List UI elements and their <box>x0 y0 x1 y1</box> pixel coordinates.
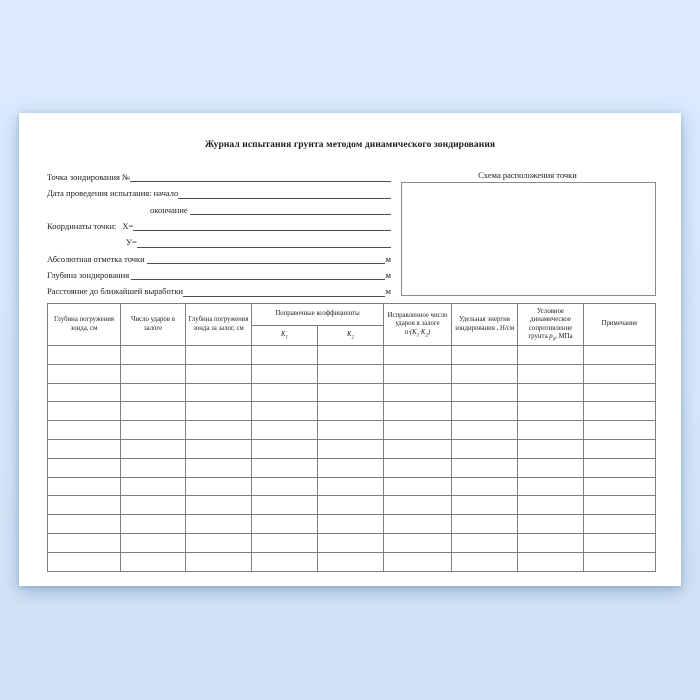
table-cell <box>584 364 656 383</box>
dynamic-resistance-symbol: $p_д$ <box>549 332 556 342</box>
table-row <box>48 364 656 383</box>
col-header-note: Примечание <box>584 304 656 346</box>
table-row <box>48 439 656 458</box>
table-cell <box>518 552 584 571</box>
table-cell <box>48 364 121 383</box>
table-cell <box>121 421 186 440</box>
table-cell <box>252 496 318 515</box>
table-row <box>48 496 656 515</box>
table-cell <box>452 515 518 534</box>
table-cell <box>384 477 452 496</box>
field-label: У= <box>126 237 137 248</box>
table-cell <box>186 346 252 365</box>
table-cell <box>452 364 518 383</box>
table-cell <box>121 364 186 383</box>
table-cell <box>384 439 452 458</box>
col-header-correction-group: Поправочные коэффициенты <box>252 304 384 326</box>
fill-in-line <box>130 181 391 182</box>
table-cell <box>186 533 252 552</box>
table-cell <box>452 383 518 402</box>
col-header-k2: $K_2$ <box>318 326 384 346</box>
form-fields <box>47 169 391 300</box>
table-cell <box>318 364 384 383</box>
table-cell <box>384 552 452 571</box>
table-cell <box>518 383 584 402</box>
field-label: Координаты точки: <box>47 221 117 232</box>
col-header-specific-energy: Удельная энергия зондирования , Н/см <box>452 304 518 346</box>
table-cell <box>252 364 318 383</box>
dynamic-resistance-unit: , МПа <box>555 332 573 340</box>
table-row <box>48 383 656 402</box>
table-cell <box>186 552 252 571</box>
table-cell <box>48 552 121 571</box>
table-cell <box>452 533 518 552</box>
table-cell <box>584 402 656 421</box>
table-cell <box>318 458 384 477</box>
table-cell <box>518 364 584 383</box>
table-cell <box>252 477 318 496</box>
dynamic-resistance-text: Условное динамическое сопротивление грунта <box>528 308 573 340</box>
table-cell <box>121 552 186 571</box>
table-cell <box>48 439 121 458</box>
table-cell <box>584 439 656 458</box>
table-cell <box>584 383 656 402</box>
table-row <box>48 533 656 552</box>
fill-in-line <box>147 263 385 264</box>
unit-label: м <box>385 286 391 297</box>
table-cell <box>121 533 186 552</box>
fill-in-line <box>190 214 391 215</box>
table-cell <box>121 515 186 534</box>
table-cell <box>48 496 121 515</box>
table-row <box>48 515 656 534</box>
table-row <box>48 552 656 571</box>
table-cell <box>252 515 318 534</box>
table-cell <box>518 533 584 552</box>
table-cell <box>252 458 318 477</box>
table-cell <box>186 402 252 421</box>
document-title: Журнал испытания грунта методом динамического зондирования <box>204 140 496 150</box>
table-cell <box>252 533 318 552</box>
table-cell <box>252 346 318 365</box>
table-cell <box>186 383 252 402</box>
table-cell <box>384 402 452 421</box>
col-header-blows-count: Число ударов в залоге <box>121 304 186 346</box>
table-cell <box>452 421 518 440</box>
table-cell <box>452 402 518 421</box>
corrected-blows-formula: $n\cdot(K_1\cdot K_2)$ <box>404 329 431 339</box>
field-label: Глубина зондирования <box>47 270 132 281</box>
col-header-corrected-blows <box>384 304 452 346</box>
table-cell <box>318 383 384 402</box>
table-row <box>48 421 656 440</box>
table-cell <box>452 346 518 365</box>
table-cell <box>518 439 584 458</box>
table-cell <box>318 346 384 365</box>
table-cell <box>584 515 656 534</box>
table-cell <box>584 496 656 515</box>
table-cell <box>384 515 452 534</box>
table-cell <box>584 477 656 496</box>
table-cell <box>384 421 452 440</box>
table-cell <box>584 458 656 477</box>
table-cell <box>518 515 584 534</box>
table-cell <box>186 421 252 440</box>
table-cell <box>318 477 384 496</box>
table-cell <box>452 496 518 515</box>
scheme-box <box>401 182 656 296</box>
fill-in-line <box>183 296 385 297</box>
table-cell <box>48 533 121 552</box>
table-cell <box>518 402 584 421</box>
table-cell <box>252 439 318 458</box>
document-sheet <box>19 113 681 586</box>
table-cell <box>48 421 121 440</box>
table-cell <box>452 439 518 458</box>
fill-in-line <box>133 230 391 231</box>
table-cell <box>186 439 252 458</box>
table-cell <box>384 383 452 402</box>
table-cell <box>518 496 584 515</box>
field-label: окончание <box>150 204 190 215</box>
table-cell <box>384 533 452 552</box>
table-cell <box>48 458 121 477</box>
field-point-number <box>47 169 391 185</box>
table-cell <box>518 477 584 496</box>
field-distance-to-working <box>47 283 391 299</box>
table-cell <box>318 515 384 534</box>
col-header-dynamic-resistance <box>518 304 584 346</box>
table-cell <box>518 421 584 440</box>
table-cell <box>318 439 384 458</box>
table-cell <box>252 383 318 402</box>
table-row <box>48 346 656 365</box>
fill-in-line <box>137 247 391 248</box>
corrected-blows-text: Исправленное число ударов в залоге <box>387 311 448 327</box>
table-cell <box>518 346 584 365</box>
table-row <box>48 477 656 496</box>
field-coordinate-y <box>47 234 391 250</box>
col-header-depth-per-set: Глубина погружения зонда за залог, см <box>186 304 252 346</box>
table-row <box>48 402 656 421</box>
field-label: Расстояние до ближайшей выработки <box>47 286 184 297</box>
table-cell <box>186 364 252 383</box>
table-cell <box>121 402 186 421</box>
table-cell <box>186 458 252 477</box>
table-cell <box>584 533 656 552</box>
table-cell <box>48 383 121 402</box>
unit-label: м <box>385 253 391 264</box>
table-cell <box>186 477 252 496</box>
table-cell <box>518 458 584 477</box>
field-label: Х= <box>122 221 134 232</box>
table-cell <box>452 552 518 571</box>
field-date-start <box>47 185 391 201</box>
scheme-title: Схема расположения точки <box>478 170 577 180</box>
field-label: Точка зондирования № <box>47 172 131 182</box>
table-body <box>48 346 656 572</box>
table-cell <box>452 458 518 477</box>
table-cell <box>318 421 384 440</box>
field-coordinate-x <box>47 218 391 234</box>
table-cell <box>121 496 186 515</box>
table-cell <box>318 402 384 421</box>
table-cell <box>48 515 121 534</box>
table-cell <box>384 346 452 365</box>
table-cell <box>318 533 384 552</box>
table-cell <box>121 477 186 496</box>
table-cell <box>186 515 252 534</box>
unit-label: м <box>385 270 391 281</box>
field-label: Абсолютная отметка точки <box>47 253 147 264</box>
col-header-k1: $K_1$ <box>252 326 318 346</box>
table-cell <box>121 346 186 365</box>
table-cell <box>48 477 121 496</box>
fill-in-line <box>178 198 391 199</box>
field-label: Дата проведения испытания: начало <box>47 188 179 199</box>
table-cell <box>252 421 318 440</box>
col-header-depth-immersion: Глубина погружения зонда, см <box>48 304 121 346</box>
field-date-end <box>47 202 391 218</box>
table-cell <box>48 346 121 365</box>
table-cell <box>384 458 452 477</box>
table-cell <box>48 402 121 421</box>
sounding-data-table <box>47 303 656 572</box>
table-cell <box>584 421 656 440</box>
table-cell <box>186 496 252 515</box>
table-cell <box>584 552 656 571</box>
table-cell <box>584 346 656 365</box>
field-absolute-mark <box>47 251 391 267</box>
table-row <box>48 458 656 477</box>
table-cell <box>252 402 318 421</box>
field-sounding-depth <box>47 267 391 283</box>
table-cell <box>252 552 318 571</box>
table-cell <box>452 477 518 496</box>
fill-in-line <box>131 279 384 280</box>
table-cell <box>121 439 186 458</box>
table-cell <box>121 383 186 402</box>
table-cell <box>318 496 384 515</box>
table-cell <box>318 552 384 571</box>
table-cell <box>121 458 186 477</box>
table-cell <box>384 496 452 515</box>
table-cell <box>384 364 452 383</box>
